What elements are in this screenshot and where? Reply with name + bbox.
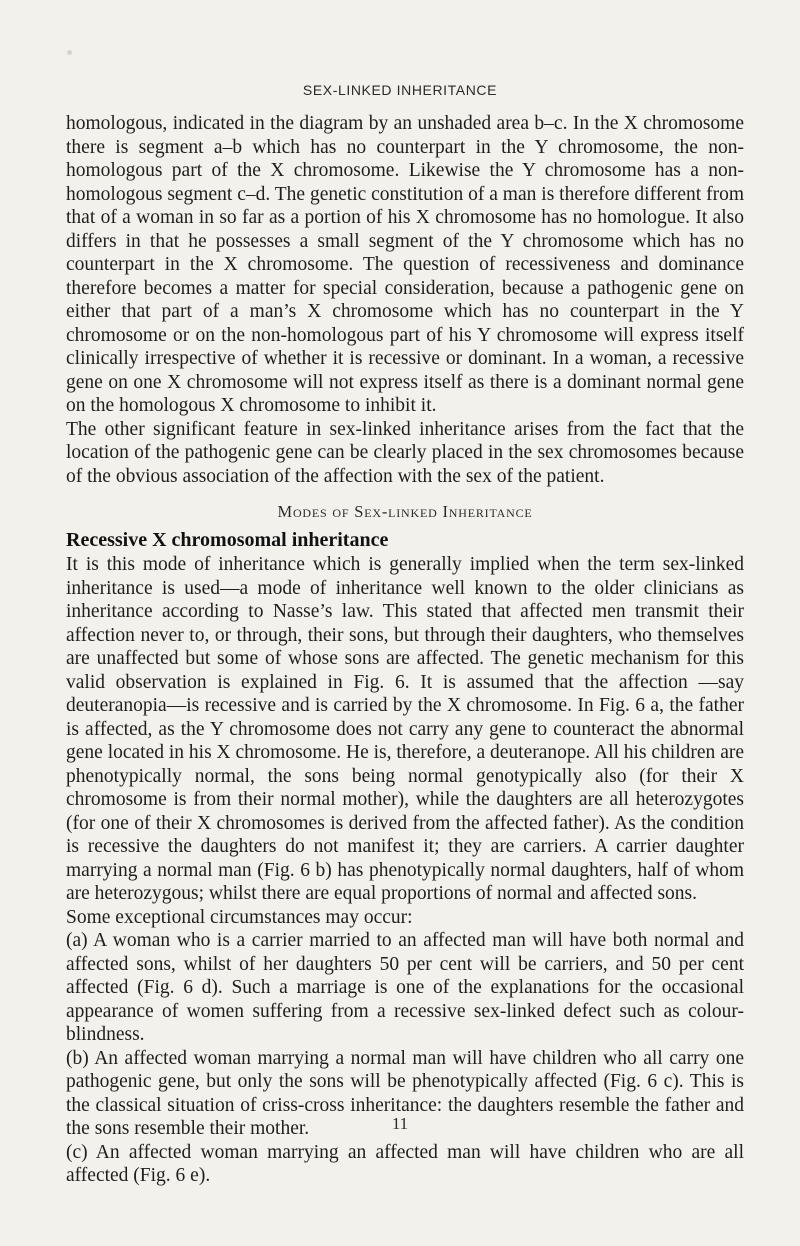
paragraph-5: (a) A woman who is a carrier married to an affected man will have both normal and affected sons, whilst of her daughters 50 per cent will be carriers, and 50 per cent affected (Fig. 6 d). Such a marriage is one of the explanations for the occasional appearance of women suffering from a recessive sex-linked defect such as colour-blindness.	[66, 930, 744, 1045]
paper-spot	[67, 50, 72, 55]
section-heading: Modes of Sex-linked Inheritance	[277, 502, 533, 521]
page-body	[66, 112, 744, 1188]
paragraph-1: homologous, indicated in the diagram by an unshaded area b–c. In the X chromosome there is segment a–b which has no counterpart in the Y chromosome, the non-homologous part of the X chromosome. Likewise the Y chromosome has a non-homologous segment c–d. The genetic constitution of a man is therefore different from that of a woman in so far as a portion of his X chromosome has no homologue. It also differs in that he possesses a small segment of the Y chromosome which has no counterpart in the X chromosome. The question of recessiveness and dominance therefore becomes a matter for special consideration, because a pathogenic gene on either that part of a man’s X chromosome which has no counterpart in the Y chromosome or on the non-homologous part of his Y chromosome will express itself clinically irrespective of whether it is recessive or dominant. In a woman, a recessive gene on one X chromosome will not express itself as there is a dominant normal gene on the homologous X chromosome to inhibit it.	[66, 113, 744, 416]
page-number: 11	[391, 1114, 409, 1133]
running-head: SEX-LINKED INHERITANCE	[302, 82, 498, 98]
paragraph-3: It is this mode of inheritance which is generally implied when the term sex-linked inheritance is used—a mode of inheritance well known to the older clinicians as inheritance according to Nasse’s law. This stated that affected men transmit their affection never to, or through, their sons, but through their daughters, who themselves are unaffected but some of whose sons are affected. The genetic mechanism for this valid observation is explained in Fig. 6. It is assumed that the affection —say deuteranopia—is recessive and is carried by the X chromosome. In Fig. 6 a, the father is affected, as the Y chromosome does not carry any gene to counteract the abnormal gene located in his X chromosome. He is, therefore, a deuteranope. All his children are phenotypically normal, the sons being normal genotypically also (for their X chromosome is from their normal mother), while the daughters are all heterozygotes (for one of their X chromosomes is derived from the affected father). As the condition is recessive the daughters do not manifest it; they are carriers. A carrier daughter marrying a normal man (Fig. 6 b) has phenotypically normal daughters, half of whom are heterozygous; whilst there are equal proportions of normal and affected sons.	[66, 554, 744, 904]
paragraph-6: (b) An affected woman marrying a normal man will have children who all carry one pathogenic gene, but only the sons will be phenotypically affected (Fig. 6 c). This is the classical situation of criss-cross inheritance: the daughters resemble the father and the sons resemble their mother.	[66, 1047, 744, 1139]
paragraph-4: Some exceptional circumstances may occur:	[66, 906, 413, 928]
paragraph-7: (c) An affected woman marrying an affected man will have children who are all affected (Fig. 6 e).	[66, 1141, 744, 1186]
paragraph-2: The other significant feature in sex-linked inheritance arises from the fact that the location of the pathogenic gene can be clearly placed in the sex chromosomes because of the obvious association of the affection with the sex of the patient.	[66, 418, 744, 487]
subsection-heading: Recessive X chromosomal inheritance	[66, 529, 389, 551]
